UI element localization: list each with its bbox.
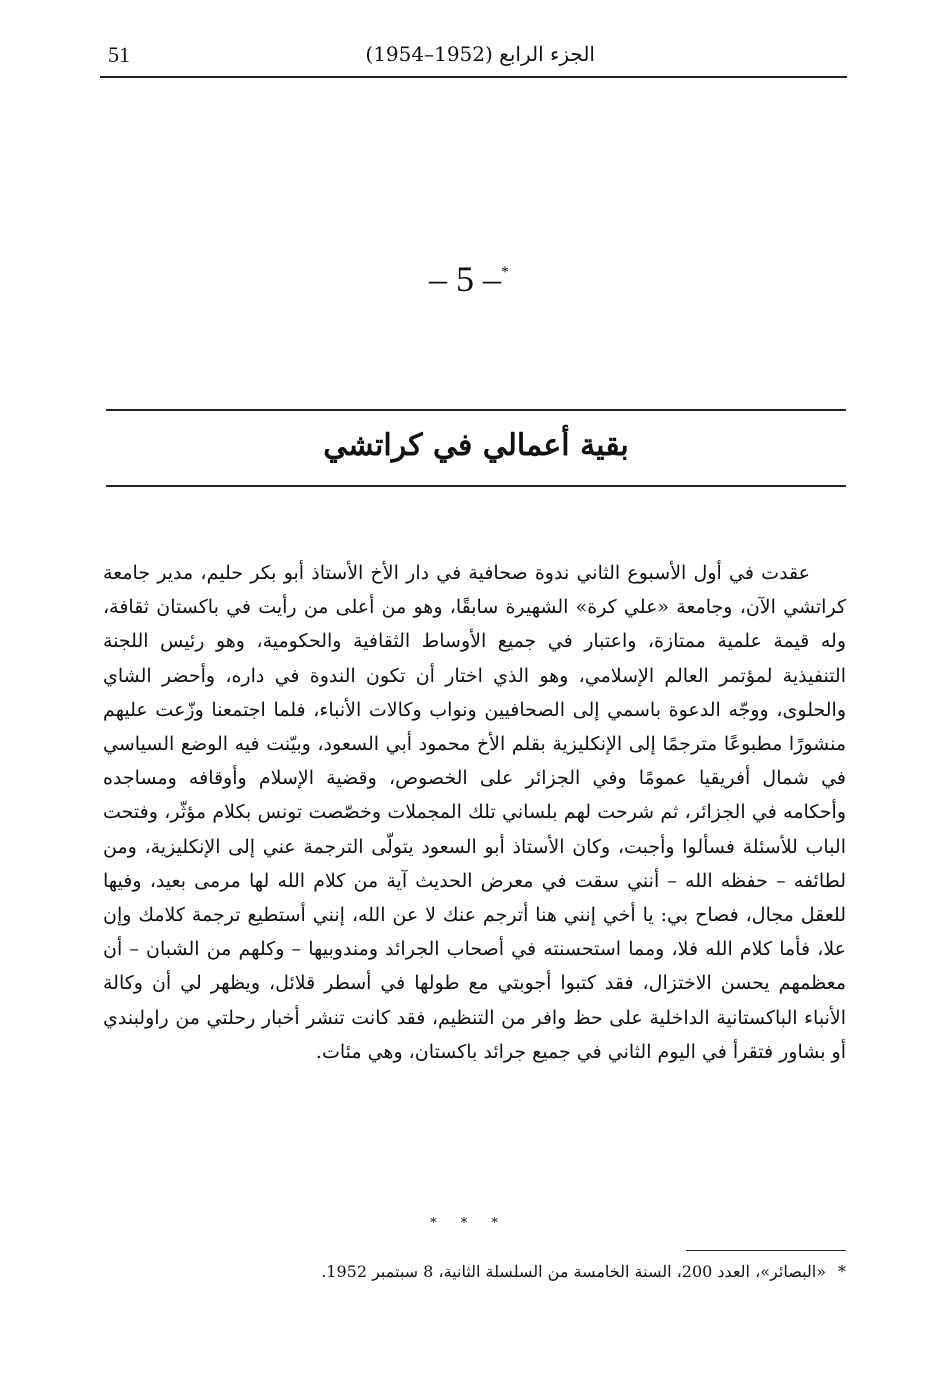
section-separator: * * *	[430, 1216, 508, 1231]
chapter-number-text: – 5 –	[429, 259, 501, 299]
chapter-title: بقية أعمالي في كراتشي	[323, 428, 629, 463]
footnote-rule	[686, 1250, 846, 1251]
chapter-footnote-marker: *	[501, 264, 509, 281]
footnote-text: «البصائر»، العدد 200، السنة الخامسة من السلسلة الثانية، 8 سبتمبر 1952.	[321, 1262, 826, 1281]
page-number: 51	[108, 42, 130, 67]
title-rule-bottom	[106, 485, 846, 487]
running-head: الجزء الرابع (1952–1954)	[365, 42, 595, 66]
footnote-marker: *	[838, 1262, 846, 1281]
title-rule-top	[106, 409, 846, 411]
body-paragraph: عقدت في أول الأسبوع الثاني ندوة صحافية في دار الأخ الأستاذ أبو بكر حليم، مدير جامعة كراتشي الآن، وجامعة «علي كرة» الشهيرة سابقًا، وهو من أعلى من رأيت في باكستان ثقافة، وله قيمة علمية ممتازة، واعتبار في جميع الأوساط الثقافية والحكومية، وهو رئيس اللجنة التنفيذية لمؤتمر العالم الإسلامي، وهو الذي اختار أن تكون الندوة في داره، وأحضر الشاي والحلوى، ووجّه الدعوة باسمي إلى الصحافيين ونواب وكالات الأنباء، فلما اجتمعنا وزّعت عليهم منشورًا مطبوعًا مترجمًا إلى الإنكليزية بقلم الأخ محمود أبي السعود، وبيّنت فيه الوضع السياسي في شمال أفريقيا عمومًا وفي الجزائر على الخصوص، وقضية الإسلام وأوقافه ومساجده وأحكامه في الجزائر، ثم شرحت لهم بلساني تلك المجملات وخصّصت تونس بكلام مؤثّر، وفتحت الباب للأسئلة فسألوا وأجبت، وكان الأستاذ أبو السعود يتولّى الترجمة عني إلى الإنكليزية، ومن لطائفه – حفظه الله – أنني سقت في معرض الحديث آية من كلام الله لها مرمى بعيد، وفيها للعقل مجال، فصاح بي: يا أخي إنني هنا أترجم عنك لا عن الله، إنني أستطيع ترجمة كلامك وإن علا، فأما كلام الله فلا، ومما استحسنته في أصحاب الجرائد ومندوبيها – وكلهم من الشبان – أن معظمهم يحسن الاختزال، فقد كتبوا أجوبتي مع طولها في أسطر قلائل، ويظهر لي أن وكالة الأنباء الباكستانية الداخلية على حظ وافر من التنظيم، فقد كانت تنشر أخبار رحلتي من راولبندي أو بشاور فتقرأ في اليوم الثاني في جميع جرائد باكستان، وهي مئات.	[103, 562, 846, 1063]
footnote	[106, 1262, 846, 1281]
chapter-number	[0, 258, 938, 300]
page-header	[100, 36, 847, 78]
